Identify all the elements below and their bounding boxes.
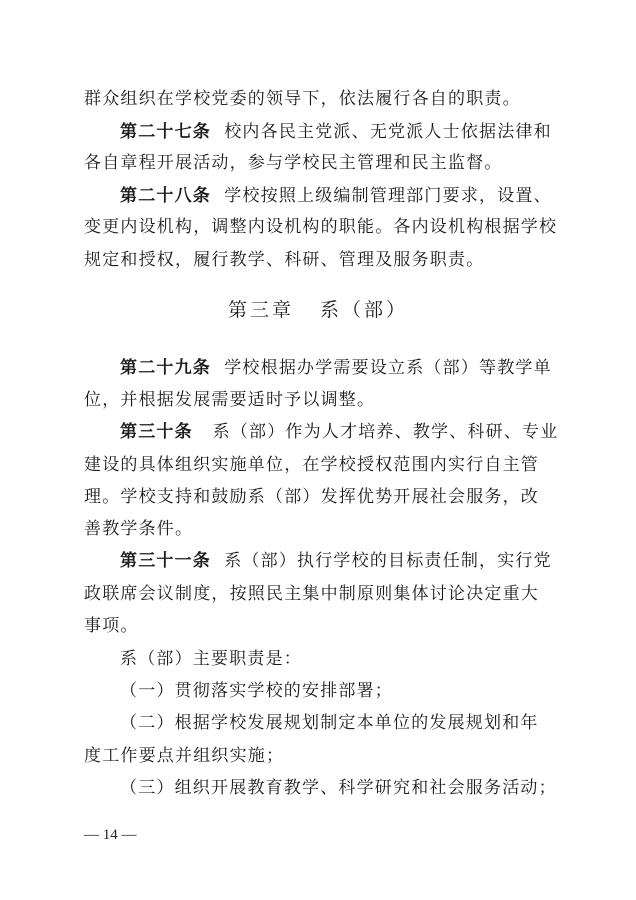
article-29-text: 学校根据办学需要设立系（部）等教学单	[224, 358, 552, 378]
article-28-text: 学校按照上级编制管理部门要求，设置、	[224, 186, 552, 206]
chapter-heading	[0, 298, 636, 322]
paragraph-line: 事项。	[84, 616, 139, 636]
article-29-line	[120, 357, 554, 379]
paragraph-line: 善教学条件。	[84, 519, 194, 539]
article-28-heading: 第二十八条	[120, 186, 211, 206]
paragraph-line: 群众组织在学校党委的领导下，依法履行各自的职责。	[84, 89, 521, 109]
paragraph-line: 度工作要点并组织实施；	[84, 746, 285, 766]
duty-item-3: （三）组织开展教育教学、科学研究和社会服务活动；	[120, 778, 557, 798]
page-number: — 14 —	[84, 827, 137, 843]
duty-item-1: （一）贯彻落实学校的安排部署；	[120, 681, 393, 701]
duty-item-2: （二）根据学校发展规划制定本单位的发展规划和年	[120, 713, 539, 733]
article-27-heading: 第二十七条	[120, 122, 211, 142]
article-30-heading: 第三十条	[120, 422, 193, 442]
article-29-heading: 第二十九条	[120, 358, 211, 378]
paragraph-line: 规定和授权，履行教学、科研、管理及服务职责。	[84, 250, 485, 270]
article-31-text: 系（部）执行学校的目标责任制，实行党	[224, 551, 552, 571]
duties-intro: 系（部）主要职责是：	[120, 649, 302, 669]
article-27-line	[120, 121, 554, 143]
paragraph-line: 建设的具体组织实施单位，在学校授权范围内实行自主管	[84, 455, 539, 475]
paragraph-line: 变更内设机构，调整内设机构的职能。各内设机构根据学校	[84, 217, 558, 237]
chapter-title: 系（部）	[320, 299, 409, 321]
article-31-heading: 第三十一条	[120, 551, 211, 571]
article-30-line	[120, 421, 559, 443]
paragraph-line: 位，并根据发展需要适时予以调整。	[84, 390, 376, 410]
article-30-text: 系（部）作为人才培养、教学、科研、专业	[212, 422, 559, 442]
article-28-line	[120, 185, 554, 207]
paragraph-line: 各自章程开展活动，参与学校民主管理和民主监督。	[84, 153, 503, 173]
chapter-number: 第三章	[227, 299, 294, 321]
paragraph-line: 理。学校支持和鼓励系（部）发挥优势开展社会服务，改	[84, 487, 539, 507]
article-31-line	[120, 550, 554, 572]
article-27-text: 校内各民主党派、无党派人士依据法律和	[224, 122, 552, 142]
paragraph-line: 政联席会议制度，按照民主集中制原则集体讨论决定重大	[84, 584, 539, 604]
